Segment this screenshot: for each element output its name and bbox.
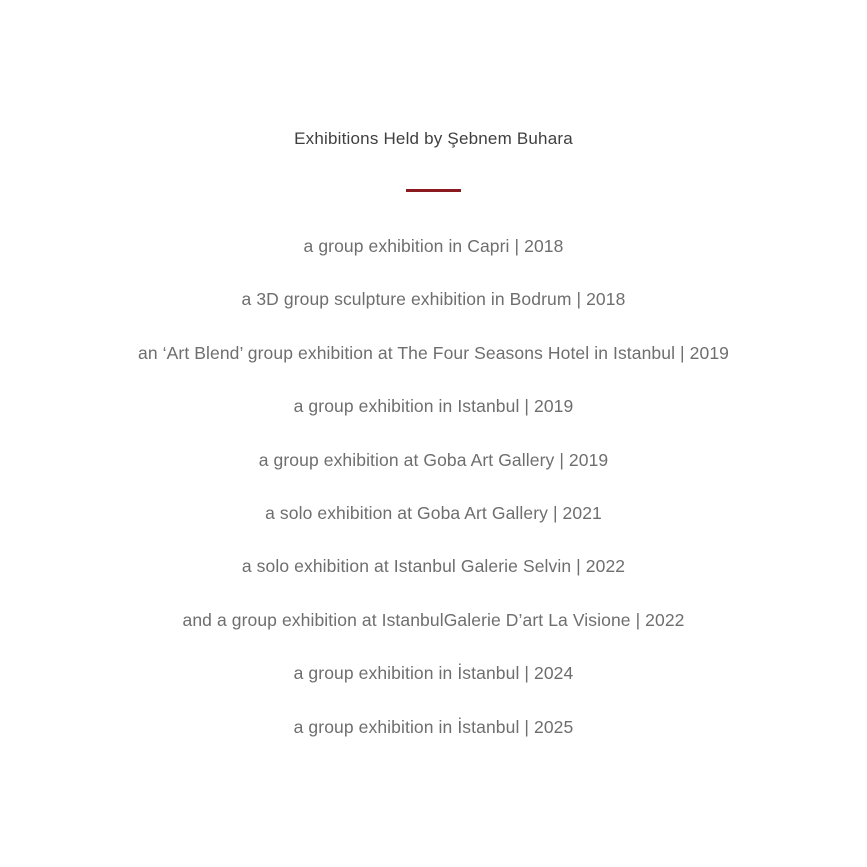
exhibition-item: a 3D group sculpture exhibition in Bodrum | 2018 <box>241 289 626 310</box>
exhibition-item: and a group exhibition at IstanbulGalerie D’art La Visione | 2022 <box>182 609 685 630</box>
exhibition-item: a group exhibition in İstanbul | 2024 <box>293 663 574 684</box>
title-divider <box>406 189 461 192</box>
exhibition-item: a group exhibition in İstanbul | 2025 <box>293 716 574 737</box>
exhibition-item: an ‘Art Blend’ group exhibition at The Four Seasons Hotel in Istanbul | 2019 <box>138 342 729 363</box>
exhibition-list <box>0 233 867 767</box>
exhibition-item: a solo exhibition at Istanbul Galerie Selvin | 2022 <box>241 556 626 577</box>
page-title: Exhibitions Held by Şebnem Buhara <box>294 129 573 148</box>
exhibition-item: a group exhibition in Istanbul | 2019 <box>293 396 574 417</box>
exhibition-item: a solo exhibition at Goba Art Gallery | 2021 <box>265 502 602 523</box>
exhibition-item: a group exhibition at Goba Art Gallery | 2019 <box>258 449 609 470</box>
exhibition-item: a group exhibition in Capri | 2018 <box>303 236 564 256</box>
